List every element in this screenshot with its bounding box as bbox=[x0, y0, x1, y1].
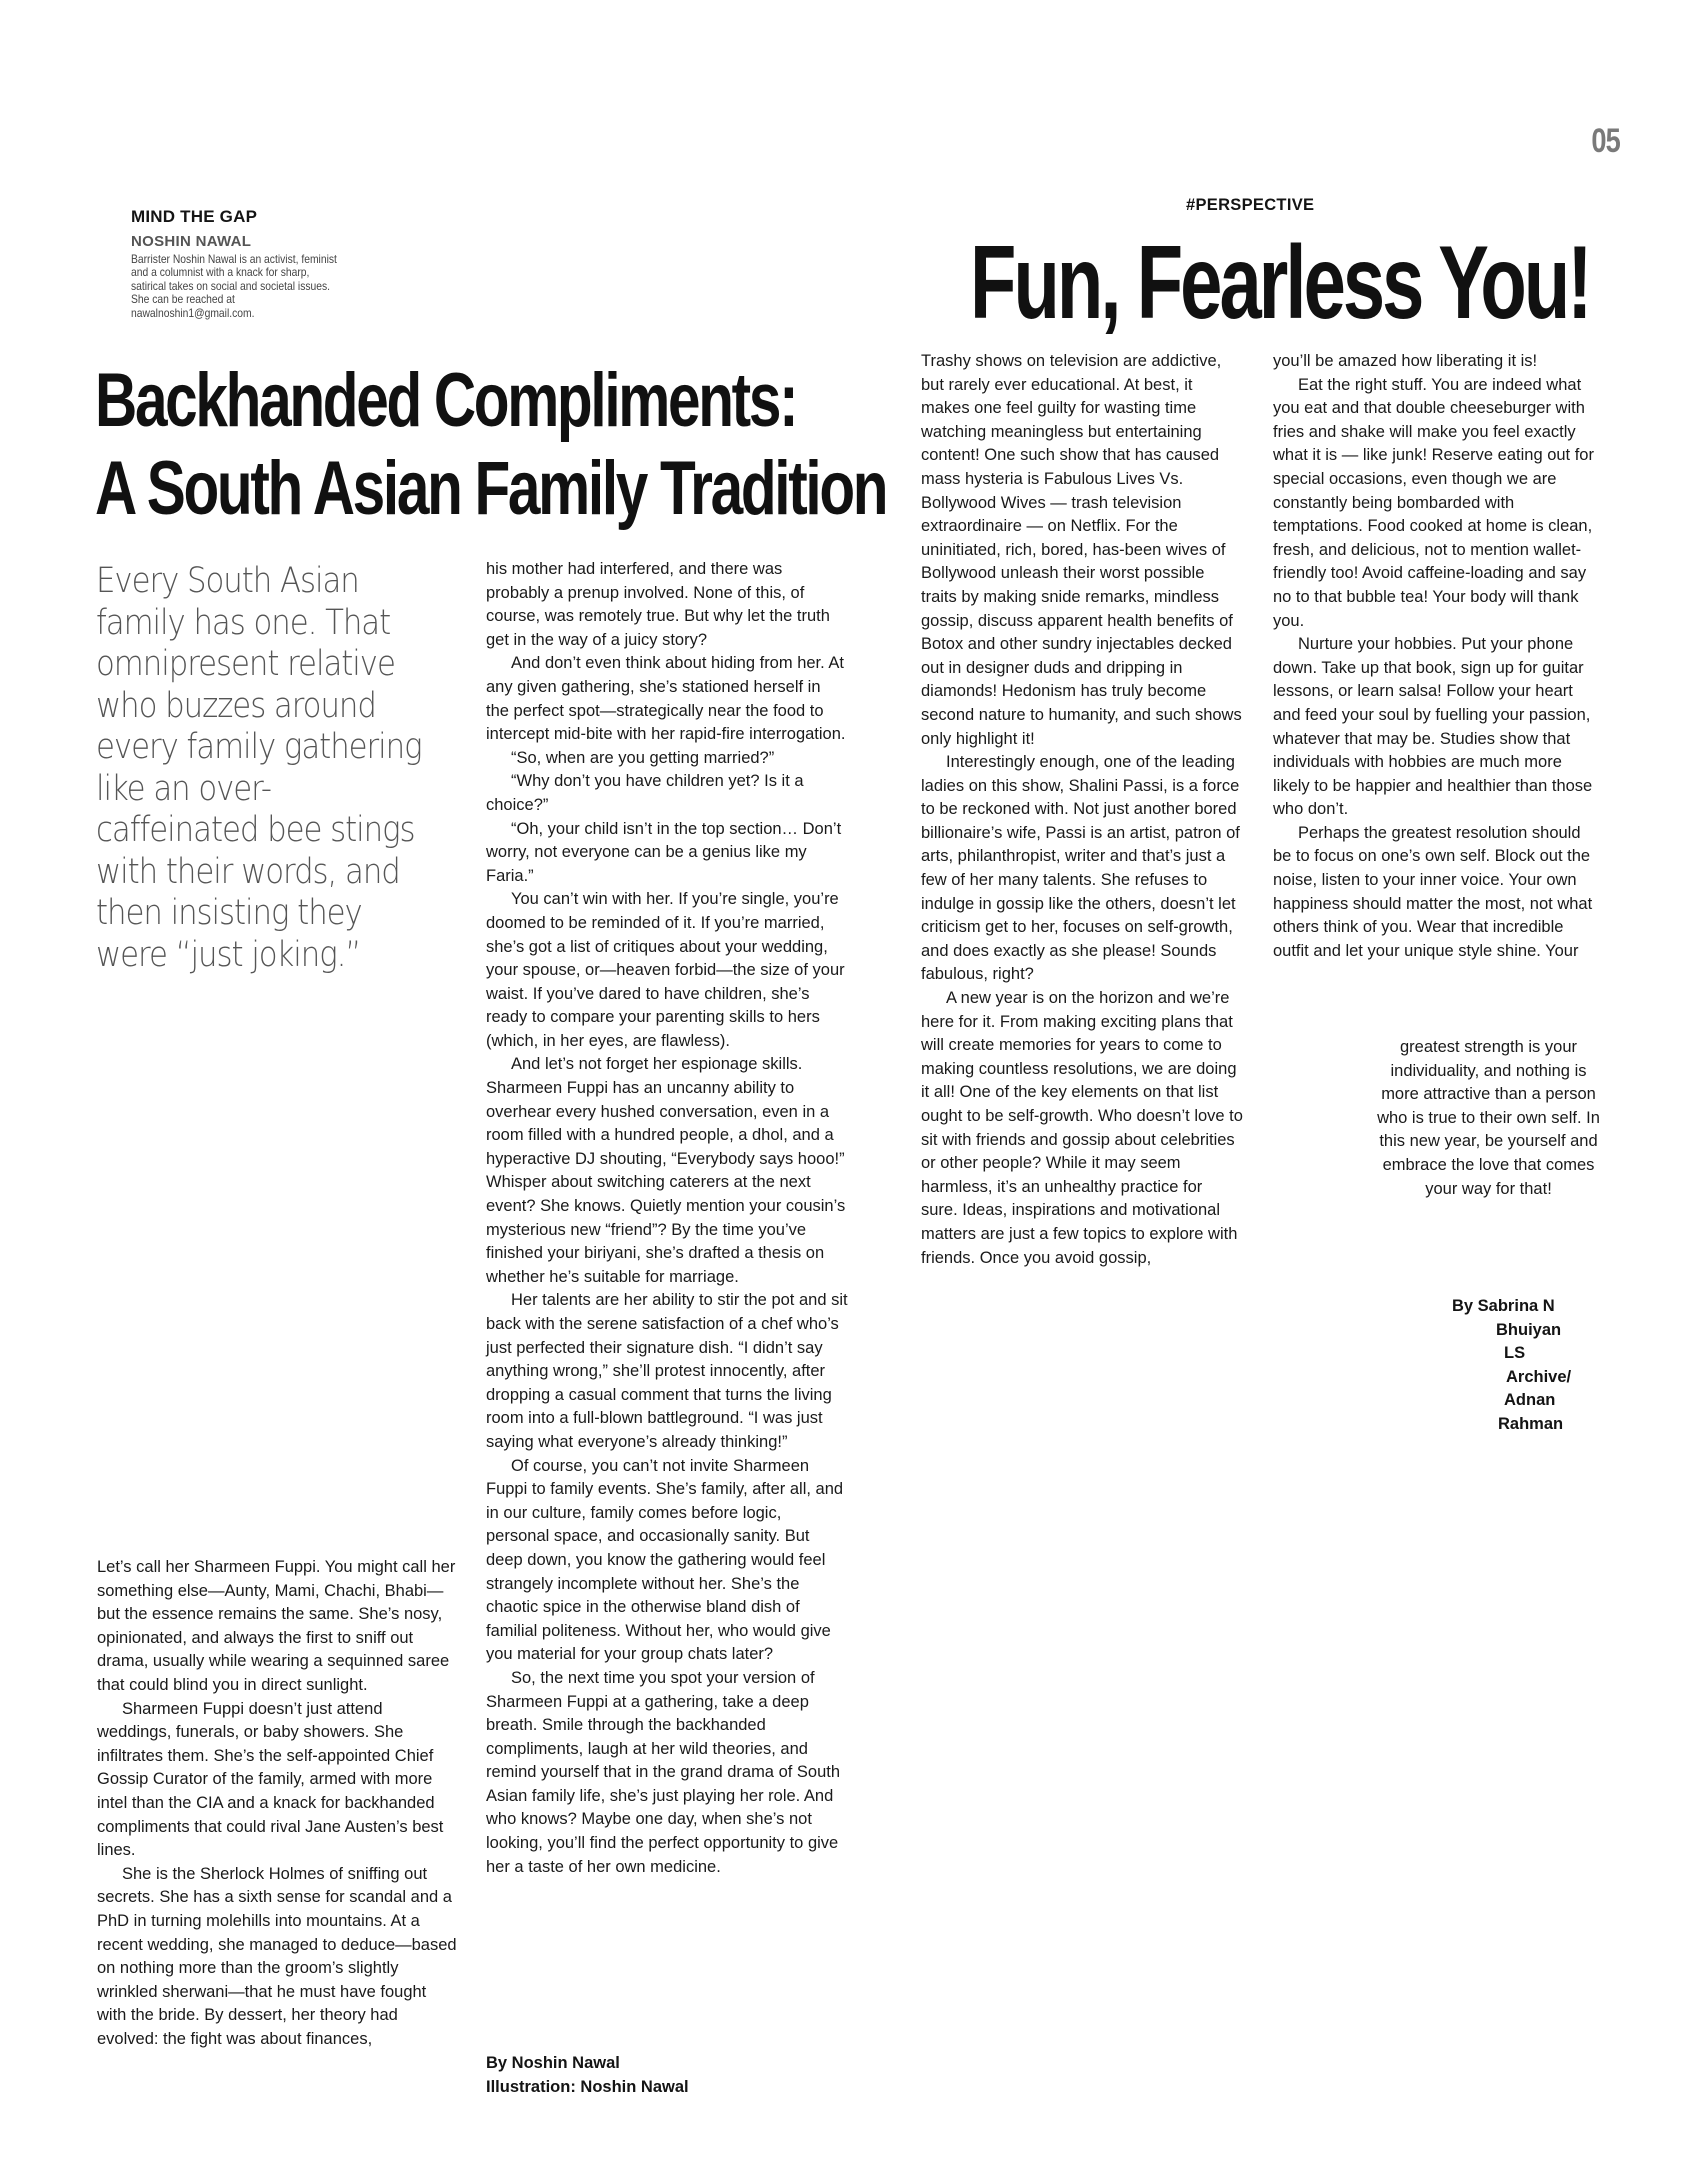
paragraph: Sharmeen Fuppi doesn’t just attend weddings, funerals, or baby showers. She infiltrates them. She’s the self-appointed Chief Gossip Curator of the family, armed with more intel than the CIA and a knack for backhanded compliments that could rival Jane Austen’s best lines. bbox=[97, 1699, 444, 1860]
paragraph: Let’s call her Sharmeen Fuppi. You might call her something else—Aunty, Mami, Chachi, Bhabi—but the essence remains the same. She’s nosy, opinionated, and always the first to sniff out drama, usually while wearing a sequinned saree that could blind you in direct sunlight. bbox=[97, 1558, 456, 1694]
paragraph: Perhaps the greatest resolution should be to focus on one’s own self. Block out the noise, listen to your inner voice. Your own happiness should matter the most, not what others think of you. Wear that incredible outfit and let your unique style shine. Your bbox=[1273, 823, 1593, 960]
paragraph: So, the next time you spot your version of Sharmeen Fuppi at a gathering, take a deep breath. Smile through the backhanded compliments, laugh at her wild theories, and remind yourself that in the grand drama of South Asian family life, she’s just playing her role. And who knows? Maybe one day, when she’s not looking, you’ll find the perfect opportunity to give her a taste of her own medicine. bbox=[486, 1668, 841, 1876]
byline-line: Rahman bbox=[1498, 1414, 1564, 1433]
article-column-4 bbox=[1273, 350, 1601, 963]
byline-author: By Noshin Nawal bbox=[486, 2054, 620, 2072]
byline-line: By Sabrina N bbox=[1452, 1297, 1555, 1315]
paragraph: Her talents are her ability to stir the pot and sit back with the serene satisfaction of a chef who’s just perfected their signature dish. “I didn’t say anything wrong,” she’ll protest innocently, after dropping a casual comment that turns the living room into a full-blown battleground. “I was just saying what everyone’s already thinking!” bbox=[486, 1291, 848, 1451]
paragraph: Of course, you can’t not invite Sharmeen Fuppi to family events. She’s family, after all, and in our culture, family comes before logic, personal space, and occasionally sanity. But deep down, you know the gathering would feel strangely incomplete without her. She’s the chaotic spice in the otherwise bland dish of familial politeness. Without her, who would give you material for your group chats later? bbox=[486, 1456, 844, 1664]
paragraph: A new year is on the horizon and we’re here for it. From making exciting plans that will create memories for years to come to making countless resolutions, we are doing it all! One of the key elements on that list ought to be self-growth. Who doesn’t love to sit with friends and gossip about celebrities or other people? While it may seem harmless, it’s an unhealthy practice for sure. Ideas, inspirations and motivational matters are just a few topics to explore with friends. Once you avoid gossip, bbox=[921, 989, 1243, 1267]
byline-illustration: Illustration: Noshin Nawal bbox=[486, 2077, 689, 2096]
article-column-2 bbox=[486, 558, 848, 1879]
paragraph: “Oh, your child isn’t in the top section… Don’t worry, not everyone can be a genius like my Faria.” bbox=[486, 819, 842, 885]
article-column-4-continued bbox=[1376, 1036, 1601, 1201]
paragraph: Trashy shows on television are addictive, but rarely ever educational. At best, it makes one feel guilty for wasting time watching meaningless but entertaining content! One such show that has caused mass hysteria is Fabulous Lives Vs. Bollywood Wives — trash television extraordinaire — on Netflix. For the uninitiated, rich, bored, has-been wives of Bollywood unleash their worst possible traits by making snide remarks, mindless gossip, discuss apparent health benefits of Botox and other sundry injectables decked out in designer duds and dripping in diamonds! Hedonism has truly become second nature to humanity, and such shows only highlight it! bbox=[921, 352, 1242, 748]
byline-line: Bhuiyan bbox=[1496, 1320, 1562, 1339]
section-tag: #PERSPECTIVE bbox=[1186, 196, 1315, 214]
paragraph: Nurture your hobbies. Put your phone down. Take up that book, sign up for guitar lessons, or learn salsa! Follow your heart and feed your soul by fuelling your passion, whatever that may be. Studies show that individuals with hobbies are much more likely to be happier and healthier than those who don’t. bbox=[1273, 635, 1593, 819]
author-bio: Barrister Noshin Nawal is an activist, feminist and a columnist with a knack for sharp, satirical takes on social and societal issues. She can be reached at nawalnoshin1@gmail.com. bbox=[131, 252, 337, 320]
paragraph: She is the Sherlock Holmes of sniffing out secrets. She has a sixth sense for scandal and a PhD in turning molehills into mountains. At a recent wedding, she managed to deduce—based on nothing more than the groom’s slightly wrinkled sherwani—that he must have fought with the bride. By dessert, her theory had evolved: the fight was about finances, bbox=[97, 1864, 457, 2048]
paragraph: greatest strength is your individuality, and nothing is more attractive than a person who is true to their own self. In this new year, be yourself and embrace the love that comes your way for that! bbox=[1377, 1038, 1600, 1198]
paragraph: “Why don’t you have children yet? Is it a choice?” bbox=[486, 772, 804, 814]
paragraph: you’ll be amazed how liberating it is! bbox=[1273, 352, 1538, 370]
paragraph: And let’s not forget her espionage skills. Sharmeen Fuppi has an uncanny ability to overhear every hushed conversation, even in a room filled with a hundred people, a dhol, and a hyperactive DJ shouting, “Everybody says hooo!” Whisper about switching caterers at the next event? She knows. Quietly mention your cousin’s mysterious new “friend”? By the time you’ve finished your biriyani, she’s drafted a thesis on whether he’s suitable for marriage. bbox=[486, 1055, 846, 1286]
paragraph: “So, when are you getting married?” bbox=[511, 748, 775, 767]
article-headline: Fun, Fearless You! bbox=[970, 225, 1590, 341]
author-name: NOSHIN NAWAL bbox=[131, 233, 252, 250]
paragraph: You can’t win with her. If you’re single, you’re doomed to be reminded of it. If you’re married, she’s got a list of critiques about your wedding, your spouse, or—heaven forbid—the size of your waist. If you’ve dared to have children, she’s ready to compare your parenting skills to hers (which, in her eyes, are flawless). bbox=[486, 890, 845, 1050]
article-headline bbox=[95, 357, 887, 533]
byline-line: Adnan bbox=[1504, 1391, 1556, 1410]
article-column-1 bbox=[97, 1556, 459, 2051]
pull-quote: Every South Asian family has one. That omnipresent relative who buzzes around every family gathering like an over-caffeinated bee stings with their words, and then insisting they were “just joking.” bbox=[96, 561, 422, 975]
column-name: MIND THE GAP bbox=[131, 207, 258, 226]
byline-line: Archive/ bbox=[1506, 1367, 1572, 1386]
headline-line: A South Asian Family Tradition bbox=[95, 446, 887, 531]
paragraph: Eat the right stuff. You are indeed what you eat and that double cheeseburger with fries and shake will make you feel exactly what it is — like junk! Reserve eating out for special occasions, even though we are constantly being bombarded with temptations. Food cooked at home is clean, fresh, and delicious, not to mention wallet-friendly too! Avoid caffeine-loading and say no to that bubble tea! Your body will thank you. bbox=[1273, 375, 1594, 630]
article-byline bbox=[1452, 1295, 1602, 1437]
article-column-3 bbox=[921, 350, 1243, 1270]
article-byline bbox=[486, 2052, 689, 2099]
paragraph: his mother had interfered, and there was probably a prenup involved. None of this, of course, was remotely true. But why let the truth get in the way of a juicy story? bbox=[486, 560, 830, 649]
headline-line: Backhanded Compliments: bbox=[95, 358, 797, 443]
byline-line: LS bbox=[1504, 1344, 1526, 1363]
paragraph: Interestingly enough, one of the leading ladies on this show, Shalini Passi, is a force to be reckoned with. Not just another bored billionaire’s wife, Passi is an artist, patron of arts, philanthropist, writer and that’s just a few of her many talents. She refuses to indulge in gossip like the others, doesn’t let criticism get to her, focuses on self-growth, and does exactly as she please! Sounds fabulous, right? bbox=[921, 753, 1240, 984]
paragraph: And don’t even think about hiding from her. At any given gathering, she’s stationed herself in the perfect spot—strategically near the food to intercept mid-bite with her rapid-fire interrogation. bbox=[486, 654, 846, 744]
page-number: 05 bbox=[1591, 122, 1620, 160]
